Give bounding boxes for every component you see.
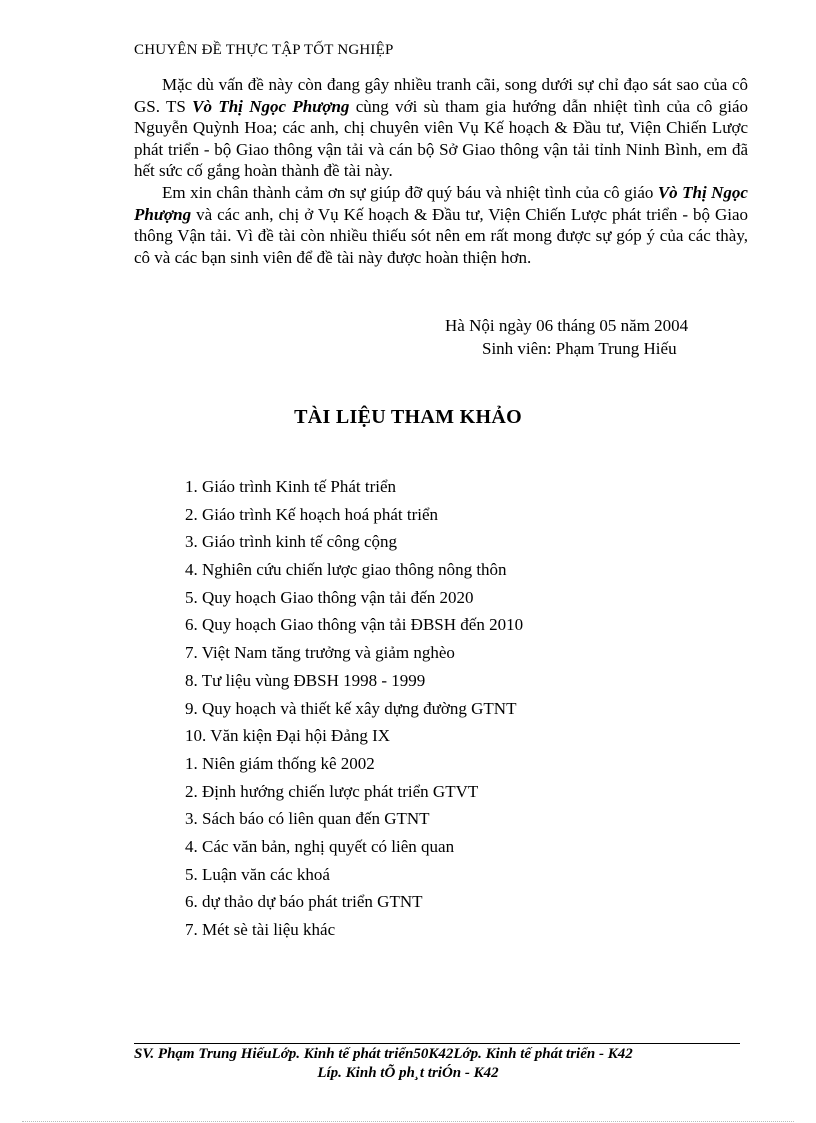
list-item: 7. Mét sè tài liệu khác — [185, 920, 336, 939]
signature-student: Sinh viên: Phạm Trung Hiếu — [482, 339, 677, 358]
list-item: 3. Sách báo có liên quan đến GTNT — [185, 809, 430, 829]
references-list — [185, 476, 523, 947]
paragraph-2-part-a: Em xin chân thành cảm ơn sự giúp đỡ quý báu và nhiệt tình của cô giáo — [162, 182, 658, 202]
references-title: TÀI LIỆU THAM KHẢO — [294, 406, 522, 428]
list-item: 2. Giáo trình Kế hoạch hoá phát triển — [185, 504, 439, 524]
list-item: 1. Giáo trình Kinh tế Phát triển — [185, 477, 397, 496]
supervisor-name: Vò Thị Ngọc Phượng — [134, 182, 748, 224]
list-item: 6. Quy hoạch Giao thông vận tải ĐBSH đến 2010 — [185, 615, 524, 635]
footer-line-1: SV. Phạm Trung HiếuLớp. Kinh tế phát triển50K42Lớp. Kinh tế phát triển - K42 — [134, 1046, 633, 1062]
list-item: 5. Luận văn các khoá — [185, 864, 330, 884]
list-item: 6. dự thảo dự báo phát triển GTNT — [185, 892, 423, 912]
paragraph-1-part-a: Mặc dù vấn đề này còn đang gây nhiều tranh cãi, song dưới sự chỉ đạo sát sao của cô GS. TS — [134, 75, 748, 116]
list-item: 8. Tư liệu vùng ĐBSH 1998 - 1999 — [185, 670, 426, 690]
supervisor-name: Vò Thị Ngọc Phượng — [192, 96, 350, 116]
list-item: 2. Định hướng chiến lược phát triển GTVT — [185, 781, 479, 801]
paragraph-1-part-b: cùng với sù tham gia hướng dẫn nhiệt tình của cô giáo Nguyễn Quỳnh Hoa; các anh, chị chuyên viên Vụ Kế hoạch & Đầu tư, Viện Chiến Lược phát triển - bộ Giao thông vận tải và cán bộ Sở Giao thông vận tải tỉnh Ninh Bình, em đã hết sức cố gắng hoàn thành đề tài này. — [134, 96, 748, 181]
paragraph-2 — [134, 182, 748, 268]
footer-divider — [134, 1043, 740, 1044]
list-item: 7. Việt Nam tăng trưởng và giảm nghèo — [185, 643, 455, 663]
page-header: CHUYÊN ĐỀ THỰC TẬP TỐT NGHIỆP — [134, 42, 394, 58]
list-item: 3. Giáo trình kinh tế công cộng — [185, 532, 397, 552]
list-item: 1. Niên giám thống kê 2002 — [185, 753, 375, 773]
list-item: 5. Quy hoạch Giao thông vận tải đến 2020 — [185, 587, 474, 607]
list-item: 4. Các văn bản, nghị quyết có liên quan — [185, 836, 455, 856]
list-item: 9. Quy hoạch và thiết kế xây dựng đường GTNT — [185, 698, 517, 718]
page-bottom-border — [22, 1121, 794, 1122]
footer-line-2: Líp. Kinh tÕ ph¸t triÓn - K42 — [317, 1065, 499, 1081]
signature-date: Hà Nội ngày 06 tháng 05 năm 2004 — [445, 316, 689, 335]
paragraph-1 — [134, 74, 748, 182]
list-item: 4. Nghiên cứu chiến lược giao thông nông thôn — [185, 560, 507, 580]
list-item: 10. Văn kiện Đại hội Đảng IX — [185, 726, 391, 746]
paragraph-2-part-b: và các anh, chị ở Vụ Kế hoạch & Đầu tư, Viện Chiến Lược phát triển - bộ Giao thông Vận tải. Vì đề tài còn nhiều thiếu sót nên em rất mong được sự góp ý của các thày, cô và các bạn sinh viên để đề tài này được hoàn thiện hơn. — [134, 204, 748, 267]
acknowledgement-text — [134, 74, 748, 268]
